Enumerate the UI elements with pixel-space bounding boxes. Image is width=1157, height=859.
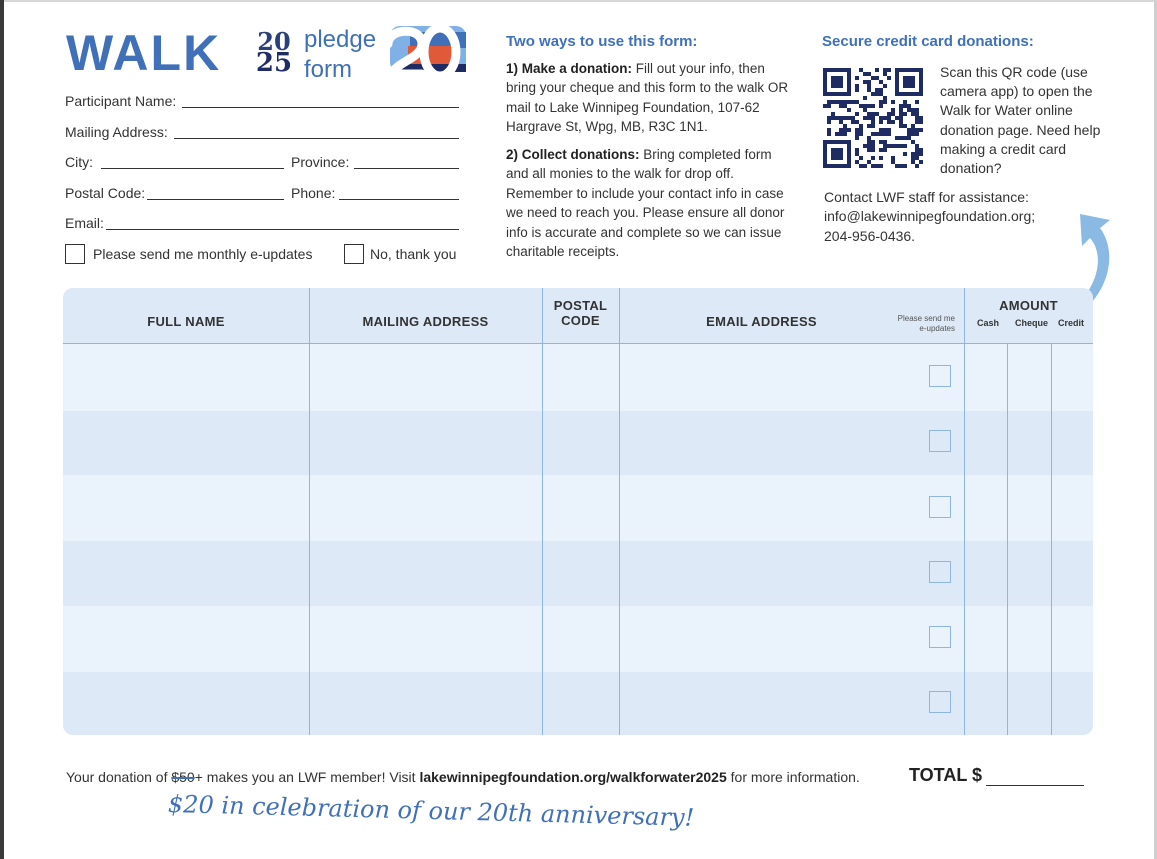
membership-note-start: Your donation of	[66, 769, 172, 785]
row-updates-checkbox[interactable]	[929, 626, 951, 648]
step-2-text: Bring completed form and all monies to the walk for drop off. Remember to include your contact info in case we need to reach you. Please ensure all donor info is accurate and complete so we can issue charitable receipts.	[506, 147, 785, 260]
header-credit: Credit	[1058, 318, 1085, 328]
page-left-edge	[0, 0, 4, 859]
handwritten-anniversary-note: $20 in celebration of our 20th anniversary!	[167, 790, 695, 832]
header-postal-line2: CODE	[561, 313, 600, 328]
qr-instructions: Scan this QR code (use camera app) to open the Walk for Water online donation page. Need help making a credit card donation?	[940, 64, 1101, 177]
header-send-updates-line1: Please send me	[897, 314, 955, 323]
donor-table	[63, 288, 1093, 735]
logo-year	[254, 27, 294, 78]
header-cash: Cash	[977, 318, 1000, 328]
page-top-edge	[0, 0, 1157, 2]
membership-note	[66, 769, 860, 785]
mailing-address-label: Mailing Address:	[65, 124, 168, 140]
instructions-title: Two ways to use this form:	[506, 33, 698, 50]
header-email-address: EMAIL ADDRESS	[706, 314, 817, 329]
city-label: City:	[65, 154, 93, 170]
contact-block	[824, 188, 1064, 246]
updates-yes-checkbox[interactable]	[65, 244, 85, 264]
participant-name-label: Participant Name:	[65, 93, 177, 109]
credit-card-title: Secure credit card donations:	[822, 33, 1034, 50]
email-field[interactable]	[106, 229, 459, 230]
instructions-step-1	[506, 59, 796, 137]
header-full-name: FULL NAME	[147, 314, 225, 329]
column-divider	[542, 288, 543, 735]
city-field[interactable]	[101, 168, 284, 169]
participant-name-field[interactable]	[182, 107, 459, 108]
header-amount: AMOUNT	[999, 298, 1058, 313]
row-updates-checkbox[interactable]	[929, 430, 951, 452]
struck-amount: $50	[171, 769, 195, 785]
walk-pledge-form-logo	[66, 22, 476, 86]
row-updates-checkbox[interactable]	[929, 561, 951, 583]
province-field[interactable]	[354, 168, 459, 169]
header-postal-code	[542, 298, 619, 328]
row-updates-checkbox[interactable]	[929, 691, 951, 713]
total-label: TOTAL $	[909, 765, 983, 785]
instructions-step-2	[506, 145, 796, 261]
logo-form-text: form	[304, 56, 352, 83]
membership-note-mid: + makes you an LWF member! Visit	[194, 769, 420, 785]
step-1-heading: 1) Make a donation:	[506, 61, 633, 76]
header-mailing-address: MAILING ADDRESS	[362, 314, 489, 329]
updates-yes-label: Please send me monthly e-updates	[93, 246, 313, 262]
website-link[interactable]: lakewinnipegfoundation.org/walkforwater2025	[419, 769, 727, 785]
postal-code-label: Postal Code:	[65, 185, 146, 201]
column-divider	[309, 288, 310, 735]
logo-pledge-text: pledge	[304, 26, 377, 53]
column-divider	[964, 288, 965, 735]
mailing-address-field[interactable]	[174, 138, 459, 139]
header-postal-line1: POSTAL	[553, 298, 608, 313]
postal-code-field[interactable]	[147, 199, 284, 200]
province-label: Province:	[291, 154, 350, 170]
column-divider	[1007, 344, 1008, 735]
row-updates-checkbox[interactable]	[929, 365, 951, 387]
step-2-heading: 2) Collect donations:	[506, 147, 640, 162]
contact-line: Contact LWF staff for assistance:	[824, 189, 1029, 205]
qr-code-icon[interactable]	[823, 68, 923, 168]
phone-label: Phone:	[291, 185, 336, 201]
row-updates-checkbox[interactable]	[929, 496, 951, 518]
logo-year-bottom: 25	[255, 48, 293, 78]
contact-email[interactable]: info@lakewinnipegfoundation.org;	[824, 208, 1036, 225]
header-send-updates-line2: e-updates	[919, 324, 955, 333]
logo-walk-text: WALK	[66, 25, 222, 81]
phone-field[interactable]	[339, 199, 459, 200]
column-divider	[1051, 344, 1052, 735]
header-send-updates	[875, 314, 955, 334]
updates-no-label: No, thank you	[370, 246, 457, 262]
updates-no-checkbox[interactable]	[344, 244, 364, 264]
contact-phone: 204-956-0436.	[824, 227, 916, 244]
column-divider	[619, 288, 620, 735]
anniversary-20-badge-icon	[382, 22, 470, 84]
membership-note-end: for more information.	[726, 769, 860, 785]
total-field[interactable]	[986, 785, 1084, 786]
step-1-text: Fill out your info, then bring your cheque and this form to the walk OR mail to Lake Winnipeg Foundation, 107-62 Hargrave St, Wpg, MB, R3C 1N1.	[506, 61, 789, 135]
header-cheque: Cheque	[1015, 318, 1049, 328]
logo-year-top: 20	[257, 27, 291, 56]
email-label: Email:	[65, 215, 104, 231]
